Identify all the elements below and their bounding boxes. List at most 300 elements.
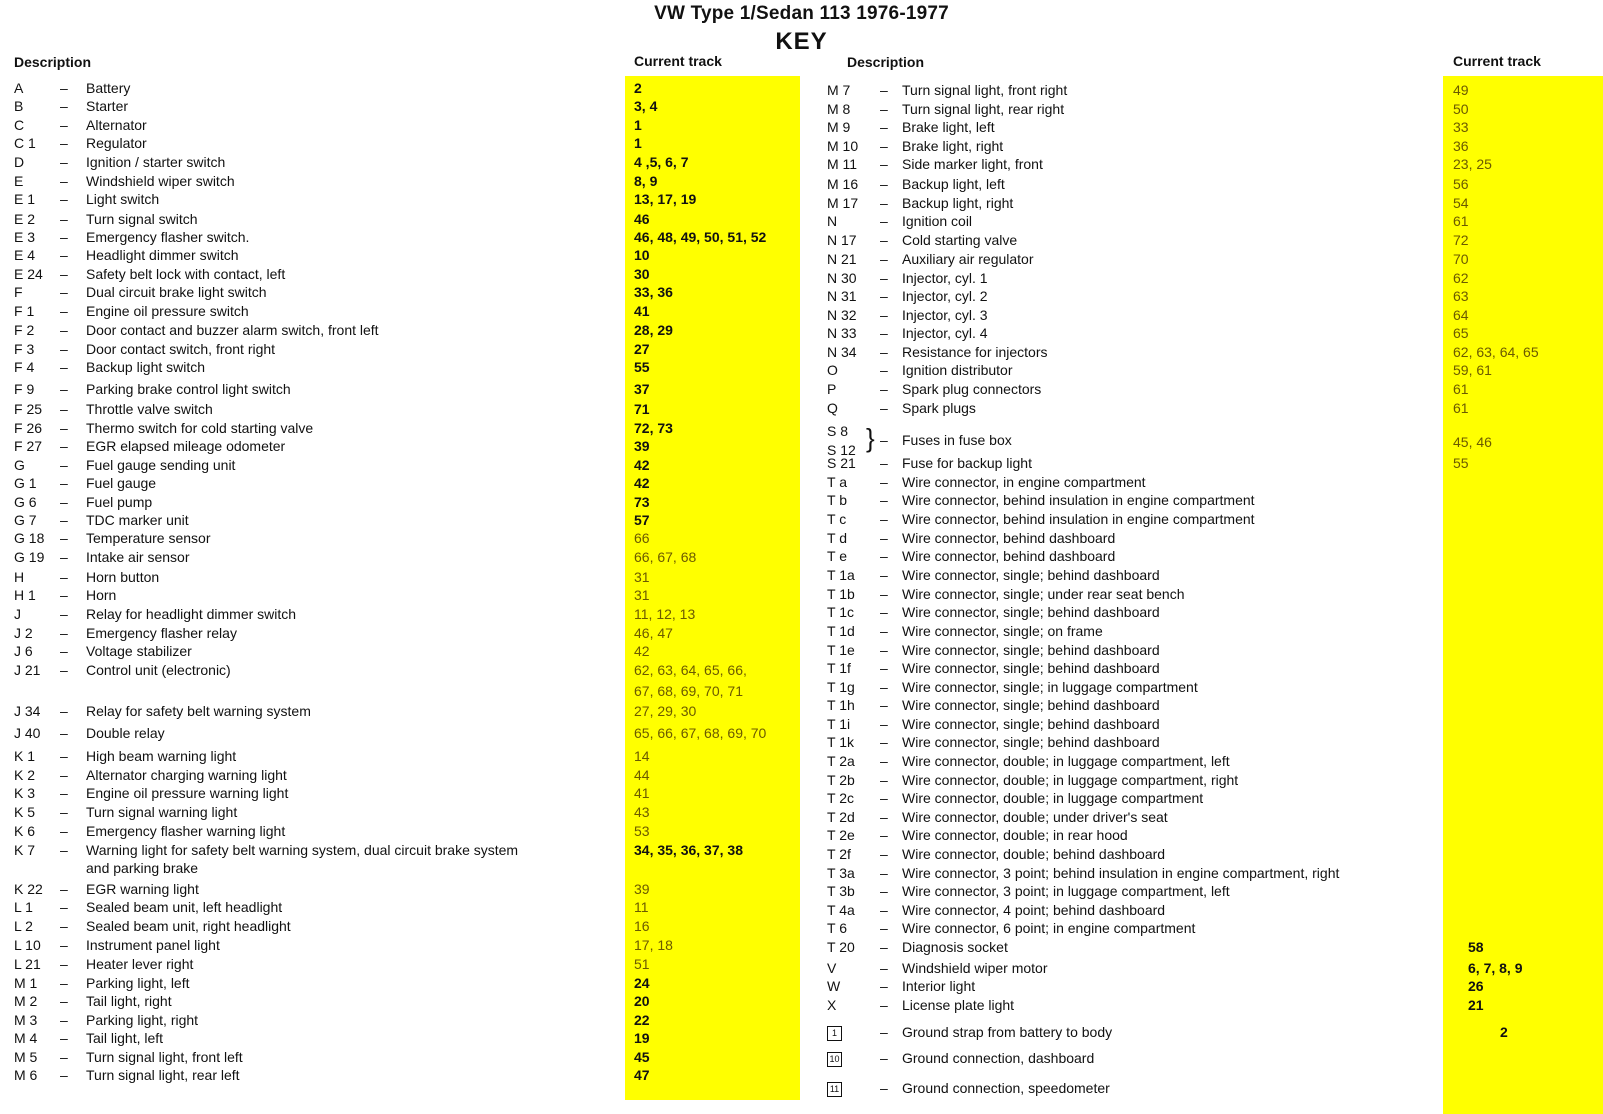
item-code: K 5 <box>14 804 36 820</box>
item-description: Injector, cyl. 1 <box>902 270 988 286</box>
item-code: N 21 <box>827 251 857 267</box>
item-code: L 1 <box>14 899 33 915</box>
item-description: Door contact and buzzer alarm switch, front left <box>86 322 379 338</box>
list-item <box>0 137 1603 155</box>
item-code: J 34 <box>14 703 41 719</box>
item-code: E 24 <box>14 266 43 282</box>
item-code: X <box>827 997 837 1013</box>
item-dash: – <box>60 494 68 510</box>
item-track: 65, 66, 67, 68, 69, 70 <box>634 725 767 741</box>
list-item <box>0 473 1603 491</box>
item-dash: – <box>880 511 888 527</box>
item-description: Horn <box>86 587 117 603</box>
item-description: Voltage stabilizer <box>86 643 192 659</box>
item-description: Alternator charging warning light <box>86 767 287 783</box>
item-description: Temperature sensor <box>86 530 211 546</box>
item-track: 43 <box>634 804 650 820</box>
item-dash: – <box>880 82 888 98</box>
item-description: Engine oil pressure warning light <box>86 785 289 801</box>
item-code: K 1 <box>14 748 36 764</box>
item-dash: – <box>880 307 888 323</box>
item-description: Wire connector, double; in luggage compartment <box>902 790 1204 806</box>
item-description: Spark plugs <box>902 400 976 416</box>
item-dash: – <box>60 303 68 319</box>
item-code: G 18 <box>14 530 45 546</box>
item-dash: – <box>60 785 68 801</box>
item-dash: – <box>60 643 68 659</box>
item-track: 11 <box>634 899 649 915</box>
item-description: Tail light, right <box>86 993 172 1009</box>
item-code: T 1c <box>827 604 854 620</box>
item-description: Emergency flasher relay <box>86 625 237 641</box>
item-description: Ignition coil <box>902 213 973 229</box>
item-dash: – <box>880 997 888 1013</box>
item-description: Wire connector, 4 point; behind dashboard <box>902 902 1166 918</box>
item-code: B <box>14 98 24 114</box>
item-description: Wire connector, single; on frame <box>902 623 1103 639</box>
item-track: 3, 4 <box>634 98 658 114</box>
item-dash: – <box>60 457 68 473</box>
item-dash: – <box>880 400 888 416</box>
item-code: M 5 <box>14 1049 38 1065</box>
list-item <box>0 419 1603 437</box>
item-track: 37 <box>634 381 650 397</box>
list-item <box>0 510 1603 528</box>
item-dash: – <box>880 474 888 490</box>
item-dash: – <box>880 119 888 135</box>
item-code: A <box>14 80 24 96</box>
item-dash: – <box>60 606 68 622</box>
item-dash: – <box>880 846 888 862</box>
item-track: 62, 63, 64, 65, 66, <box>634 662 747 678</box>
item-dash: – <box>60 748 68 764</box>
item-dash: – <box>880 809 888 825</box>
item-description: Wire connector, double; in luggage compartment, right <box>902 772 1239 788</box>
list-item <box>0 603 1603 621</box>
item-dash: – <box>60 229 68 245</box>
item-track: 41 <box>634 785 650 801</box>
item-code: M 7 <box>827 82 851 98</box>
item-code: N <box>827 213 838 229</box>
item-dash: – <box>60 975 68 991</box>
item-code: T 1a <box>827 567 855 583</box>
item-track: 44 <box>634 767 650 783</box>
item-dash: – <box>880 790 888 806</box>
item-description: Wire connector, single; behind dashboard <box>902 660 1160 676</box>
item-code: F 25 <box>14 401 43 417</box>
item-dash: – <box>880 623 888 639</box>
item-track: 63 <box>1453 288 1469 304</box>
item-description: Fuse for backup light <box>902 455 1032 471</box>
right-track-header: Current track <box>1453 53 1541 69</box>
item-track: 39 <box>634 438 650 454</box>
list-item <box>0 454 1603 472</box>
item-code: C <box>14 117 25 133</box>
item-description: Wire connector, single; behind dashboard <box>902 642 1160 658</box>
item-description: Safety belt lock with contact, left <box>86 266 286 282</box>
item-code: E 2 <box>14 211 36 227</box>
item-track: 33 <box>1453 119 1469 135</box>
item-dash: – <box>880 716 888 732</box>
item-code: E <box>14 173 24 189</box>
item-description: Horn button <box>86 569 160 585</box>
item-dash: – <box>60 359 68 375</box>
item-description-continued: and parking brake <box>86 860 199 876</box>
item-code: G 19 <box>14 549 45 565</box>
item-code: F 26 <box>14 420 43 436</box>
list-item <box>0 977 1603 995</box>
item-description: Regulator <box>86 135 147 151</box>
item-description: Backup light switch <box>86 359 206 375</box>
list-item <box>0 771 1603 789</box>
item-dash: – <box>60 401 68 417</box>
boxed-code-label: 10 <box>827 1052 842 1067</box>
item-code: J 6 <box>14 643 33 659</box>
item-code: M 4 <box>14 1030 38 1046</box>
item-code: T 1b <box>827 586 855 602</box>
item-code: T 1f <box>827 660 851 676</box>
left-track-header: Current track <box>634 53 722 69</box>
item-dash: – <box>880 679 888 695</box>
item-track: 72 <box>1453 232 1469 248</box>
item-code: T 2c <box>827 790 854 806</box>
item-description: Control unit (electronic) <box>86 662 231 678</box>
item-description: Relay for headlight dimmer switch <box>86 606 297 622</box>
item-track: 36 <box>1453 138 1469 154</box>
item-track: 58 <box>1468 939 1484 955</box>
item-code: T 1d <box>827 623 855 639</box>
item-track: 2 <box>1500 1024 1508 1040</box>
item-code: G 6 <box>14 494 37 510</box>
item-description: Wire connector, single; under rear seat bench <box>902 586 1185 602</box>
item-description: Wire connector, double; in rear hood <box>902 827 1128 843</box>
item-description: TDC marker unit <box>86 512 189 528</box>
item-dash: – <box>880 381 888 397</box>
item-dash: – <box>60 703 68 719</box>
list-item <box>0 250 1603 268</box>
item-code: P <box>827 381 837 397</box>
item-description: EGR elapsed mileage odometer <box>86 438 286 454</box>
item-description: Wire connector, single; behind dashboard <box>902 716 1160 732</box>
item-dash: – <box>60 587 68 603</box>
item-description: Turn signal light, rear right <box>902 101 1065 117</box>
item-code: K 2 <box>14 767 36 783</box>
item-description: Wire connector, 3 point; behind insulation in engine compartment, right <box>902 865 1340 881</box>
item-dash: – <box>880 1050 888 1066</box>
item-track: 53 <box>634 823 650 839</box>
item-code: T 20 <box>827 939 855 955</box>
item-description: Engine oil pressure switch <box>86 303 249 319</box>
item-dash: – <box>60 512 68 528</box>
item-dash: – <box>880 251 888 267</box>
item-description: Light switch <box>86 191 160 207</box>
item-description: EGR warning light <box>86 881 199 897</box>
item-code: L 2 <box>14 918 33 934</box>
item-dash: – <box>880 344 888 360</box>
item-dash: – <box>60 98 68 114</box>
item-track: 41 <box>634 303 650 319</box>
list-item <box>0 324 1603 342</box>
item-track: 62 <box>1453 270 1469 286</box>
item-code: E 1 <box>14 191 36 207</box>
item-track: 42 <box>634 457 650 473</box>
item-description: Brake light, left <box>902 119 995 135</box>
item-description: Turn signal light, front right <box>902 82 1068 98</box>
item-code: M 3 <box>14 1012 38 1028</box>
item-track: 51 <box>634 956 650 972</box>
item-dash: – <box>60 662 68 678</box>
item-dash: – <box>880 492 888 508</box>
list-item <box>0 81 1603 99</box>
item-dash: – <box>880 362 888 378</box>
item-dash: – <box>880 288 888 304</box>
list-item <box>0 100 1603 118</box>
item-dash: – <box>880 213 888 229</box>
item-track: 27 <box>634 341 650 357</box>
item-track: 57 <box>634 512 650 528</box>
item-code: J 2 <box>14 625 33 641</box>
item-dash: – <box>880 325 888 341</box>
item-track: 49 <box>1453 82 1469 98</box>
item-code: J 21 <box>14 662 41 678</box>
item-track: 24 <box>634 975 650 991</box>
item-track: 22 <box>634 1012 650 1028</box>
item-description: Sealed beam unit, left headlight <box>86 899 283 915</box>
item-description: Throttle valve switch <box>86 401 213 417</box>
item-track: 1 <box>634 135 642 151</box>
item-code: F 3 <box>14 341 35 357</box>
item-code: F 1 <box>14 303 35 319</box>
item-dash: – <box>60 530 68 546</box>
list-item <box>0 808 1603 826</box>
item-dash: – <box>60 322 68 338</box>
item-dash: – <box>60 842 68 858</box>
item-dash: – <box>880 232 888 248</box>
item-description: Thermo switch for cold starting valve <box>86 420 314 436</box>
item-description: Injector, cyl. 3 <box>902 307 988 323</box>
item-description: Alternator <box>86 117 147 133</box>
item-code: T c <box>827 511 847 527</box>
boxed-code <box>827 1023 842 1041</box>
item-track: 72, 73 <box>634 420 673 436</box>
item-description: Door contact switch, front right <box>86 341 276 357</box>
item-description: Ground connection, speedometer <box>902 1080 1110 1096</box>
item-track: 46, 47 <box>634 625 673 641</box>
item-track: 64 <box>1453 307 1469 323</box>
item-dash: – <box>880 530 888 546</box>
item-track: 47 <box>634 1067 650 1083</box>
item-track: 8, 9 <box>634 173 658 189</box>
fuse-code-s8: S 8 <box>827 423 849 439</box>
item-code: T 2e <box>827 827 855 843</box>
item-code: L 10 <box>14 937 41 953</box>
item-code: S 21 <box>827 455 856 471</box>
item-code: K 22 <box>14 881 43 897</box>
item-track: 27, 29, 30 <box>634 703 697 719</box>
item-dash: – <box>60 918 68 934</box>
item-description: Resistance for injectors <box>902 344 1048 360</box>
list-item <box>0 361 1603 379</box>
item-code: M 9 <box>827 119 851 135</box>
list-item <box>0 491 1603 509</box>
item-code: M 2 <box>14 993 38 1009</box>
item-code: N 32 <box>827 307 857 323</box>
item-description: Wire connector, 6 point; in engine compartment <box>902 920 1196 936</box>
item-code: K 7 <box>14 842 36 858</box>
item-dash: – <box>880 753 888 769</box>
item-description: Windshield wiper motor <box>902 960 1048 976</box>
item-description: Turn signal warning light <box>86 804 238 820</box>
item-track: 50 <box>1453 101 1469 117</box>
item-code: M 10 <box>827 138 859 154</box>
list-item <box>0 959 1603 977</box>
item-description: Parking light, right <box>86 1012 199 1028</box>
item-dash: – <box>60 899 68 915</box>
list-item <box>0 212 1603 230</box>
item-dash: – <box>60 1030 68 1046</box>
item-code: F 9 <box>14 381 35 397</box>
item-code: T 2d <box>827 809 855 825</box>
list-item <box>0 845 1603 863</box>
item-dash: – <box>60 1049 68 1065</box>
item-code: G 7 <box>14 512 37 528</box>
item-dash: – <box>880 865 888 881</box>
list-item <box>0 343 1603 361</box>
item-track: 66 <box>634 530 650 546</box>
item-dash: – <box>60 1067 68 1083</box>
item-code: T b <box>827 492 847 508</box>
item-dash: – <box>880 156 888 172</box>
list-item <box>0 641 1603 659</box>
key-heading: KEY <box>775 28 828 55</box>
item-dash: – <box>880 827 888 843</box>
item-code: T 2a <box>827 753 855 769</box>
item-track: 56 <box>1453 176 1469 192</box>
list-item <box>0 269 1603 287</box>
item-description: Windshield wiper switch <box>86 173 235 189</box>
item-track: 42 <box>634 643 650 659</box>
item-track: 46, 48, 49, 50, 51, 52 <box>634 229 767 245</box>
item-code: M 8 <box>827 101 851 117</box>
item-description: Injector, cyl. 4 <box>902 325 988 341</box>
item-dash: – <box>60 569 68 585</box>
item-track: 4 ,5, 6, 7 <box>634 154 689 170</box>
item-code: E 4 <box>14 247 36 263</box>
item-dash: – <box>60 1012 68 1028</box>
item-description: Auxiliary air regulator <box>902 251 1034 267</box>
item-dash: – <box>880 660 888 676</box>
item-description: Interior light <box>902 978 976 994</box>
item-dash: – <box>880 1024 888 1040</box>
item-code: T e <box>827 548 847 564</box>
item-description: Injector, cyl. 2 <box>902 288 988 304</box>
item-description: High beam warning light <box>86 748 237 764</box>
item-code: C 1 <box>14 135 36 151</box>
item-track: 65 <box>1453 325 1469 341</box>
item-code: M 1 <box>14 975 38 991</box>
item-description: Backup light, left <box>902 176 1005 192</box>
item-dash: – <box>60 381 68 397</box>
item-track: 61 <box>1453 381 1469 397</box>
item-dash: – <box>60 881 68 897</box>
fuse-description: Fuses in fuse box <box>902 432 1012 448</box>
list-item <box>0 175 1603 193</box>
item-code: N 33 <box>827 325 857 341</box>
item-dash: – <box>880 270 888 286</box>
list-item <box>0 938 1603 956</box>
item-description: Fuel pump <box>86 494 153 510</box>
item-dash: – <box>60 956 68 972</box>
item-track: 30 <box>634 266 650 282</box>
item-track: 19 <box>634 1030 650 1046</box>
item-dash: – <box>60 80 68 96</box>
item-code: J 40 <box>14 725 41 741</box>
fuse-code-s12: S 12 <box>827 442 856 458</box>
item-description: Starter <box>86 98 129 114</box>
item-description: Brake light, right <box>902 138 1004 154</box>
brace-icon: } <box>866 423 875 453</box>
list-item <box>0 547 1603 565</box>
item-description: Parking light, left <box>86 975 190 991</box>
list-item <box>0 678 1603 696</box>
item-code: M 11 <box>827 156 858 172</box>
list-item <box>0 901 1603 919</box>
item-code: H <box>14 569 25 585</box>
item-description: Wire connector, double; behind dashboard <box>902 846 1166 862</box>
item-description: Emergency flasher switch. <box>86 229 250 245</box>
item-code: G 1 <box>14 475 37 491</box>
item-dash: – <box>60 284 68 300</box>
item-code: N 30 <box>827 270 857 286</box>
item-track: 39 <box>634 881 650 897</box>
item-description: Warning light for safety belt warning system, dual circuit brake system <box>86 842 519 858</box>
boxed-code-label: 1 <box>827 1026 842 1041</box>
item-dash: – <box>60 823 68 839</box>
item-code: M 6 <box>14 1067 38 1083</box>
item-description: Wire connector, 3 point; in luggage compartment, left <box>902 883 1230 899</box>
item-code: T 1g <box>827 679 855 695</box>
item-dash: – <box>60 247 68 263</box>
item-code: T 1k <box>827 734 854 750</box>
item-track: 2 <box>634 80 642 96</box>
item-code: F 4 <box>14 359 35 375</box>
item-description: Wire connector, single; behind dashboard <box>902 567 1160 583</box>
item-description: Wire connector, single; behind dashboard <box>902 604 1160 620</box>
item-track: 11, 12, 13 <box>634 606 696 622</box>
item-description: Wire connector, double; in luggage compartment, left <box>902 753 1230 769</box>
item-track: 62, 63, 64, 65 <box>1453 344 1539 360</box>
list-item <box>0 1049 1603 1067</box>
item-dash: – <box>880 978 888 994</box>
document-title: VW Type 1/Sedan 113 1976-1977 <box>654 3 949 24</box>
item-dash: – <box>880 548 888 564</box>
item-dash: – <box>880 772 888 788</box>
item-track: 23, 25 <box>1453 156 1492 172</box>
list-item <box>0 231 1603 249</box>
list-item <box>0 529 1603 547</box>
item-dash: – <box>60 937 68 953</box>
item-track: 26 <box>1468 978 1484 994</box>
boxed-code <box>827 1049 842 1067</box>
item-dash: – <box>880 455 888 471</box>
item-dash: – <box>60 804 68 820</box>
list-item <box>0 155 1603 173</box>
fuse-dash: – <box>880 432 888 448</box>
list-item <box>0 733 1603 751</box>
item-description: Wire connector, behind insulation in engine compartment <box>902 511 1255 527</box>
item-description: Emergency flasher warning light <box>86 823 286 839</box>
item-description: Battery <box>86 80 131 96</box>
